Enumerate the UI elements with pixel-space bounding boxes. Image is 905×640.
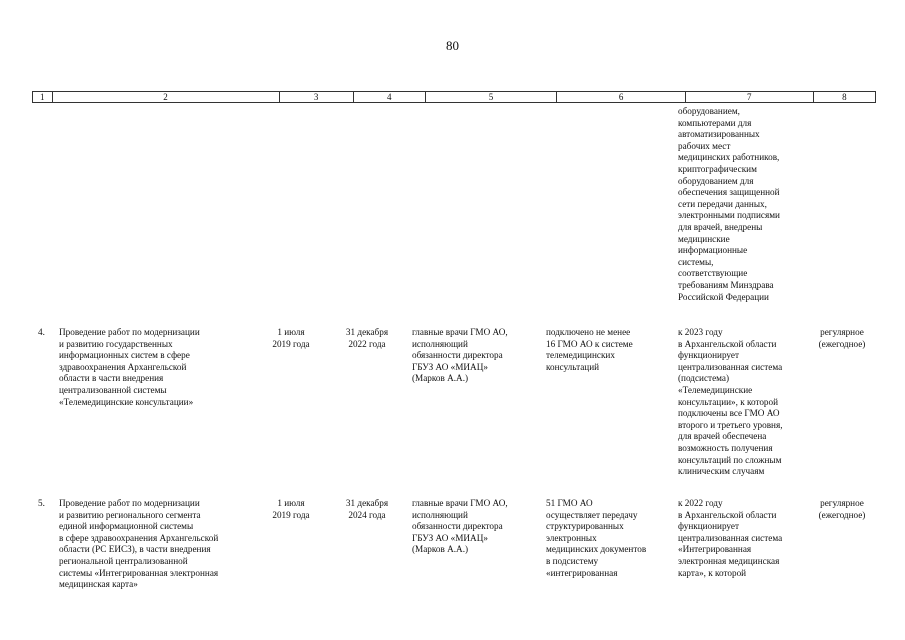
row-5-end-date: 31 декабря 2024 года xyxy=(345,498,389,520)
row-4-end-date: 31 декабря 2022 года xyxy=(345,327,389,349)
row-4-result: к 2023 году в Архангельской области функционирует централизованная система (подсистема) «Телемедицинские консультации», к которой подключены все ГМО АО второго и третьего уровня, для врачей обеспечена возможность получения консультаций по сложным клиническим случаям xyxy=(678,327,783,477)
row-5-number: 5. xyxy=(38,498,45,508)
row-5-result: к 2022 году в Архангельской области функционирует централизованная система «Интегрированная электронная медицинская карта», к которой xyxy=(678,498,783,578)
column-number-2: 2 xyxy=(53,92,280,102)
row-5-start-date: 1 июля 2019 года xyxy=(272,498,310,520)
row-5-type: регулярное (ежегодное) xyxy=(818,498,866,520)
row-4-start-date: 1 июля 2019 года xyxy=(272,327,310,349)
column-number-3: 3 xyxy=(280,92,354,102)
column-number-7: 7 xyxy=(686,92,814,102)
row-5-responsible: главные врачи ГМО АО, исполняющий обязанности директора ГБУЗ АО «МИАЦ» (Марков А.А.) xyxy=(412,498,508,555)
row-4-number: 4. xyxy=(38,327,45,337)
column-number-6: 6 xyxy=(557,92,686,102)
row-4-activity: Проведение работ по модернизации и развитию государственных информационных систем в сфере здравоохранения Архангельской области в части внедрения централизованной системы «Телемедицинские консультации» xyxy=(59,327,200,407)
row-4-responsible: главные врачи ГМО АО, исполняющий обязанности директора ГБУЗ АО «МИАЦ» (Марков А.А.) xyxy=(412,327,508,384)
column-number-1: 1 xyxy=(33,92,53,102)
row-4-indicator: подключено не менее 16 ГМО АО к системе телемедицинских консультаций xyxy=(546,327,633,372)
column-number-4: 4 xyxy=(354,92,426,102)
continued-result-cell: оборудованием, компьютерами для автоматизированных рабочих мест медицинских работников, криптографическим оборудованием для обеспечения защищенной сети передачи данных, электронными подписями для врачей, внедрены медицинские информационные системы, соответствующие требованиям Минздрава Российской Федерации xyxy=(678,106,780,302)
row-5-activity: Проведение работ по модернизации и развитию регионального сегмента единой информационной системы в сфере здравоохранения Архангельской области (РС ЕИСЗ), в части внедрения региональной централизованной системы «Интегрированная электронная медицинская карта» xyxy=(59,498,219,590)
column-number-5: 5 xyxy=(426,92,558,102)
row-5-indicator: 51 ГМО АО осуществляет передачу структурированных электронных медицинских документов в подсистему «интегрированная xyxy=(546,498,647,578)
table-header-row xyxy=(32,91,876,103)
column-number-8: 8 xyxy=(842,92,847,102)
page-number: 80 xyxy=(446,38,459,53)
row-4-type: регулярное (ежегодное) xyxy=(818,327,866,349)
